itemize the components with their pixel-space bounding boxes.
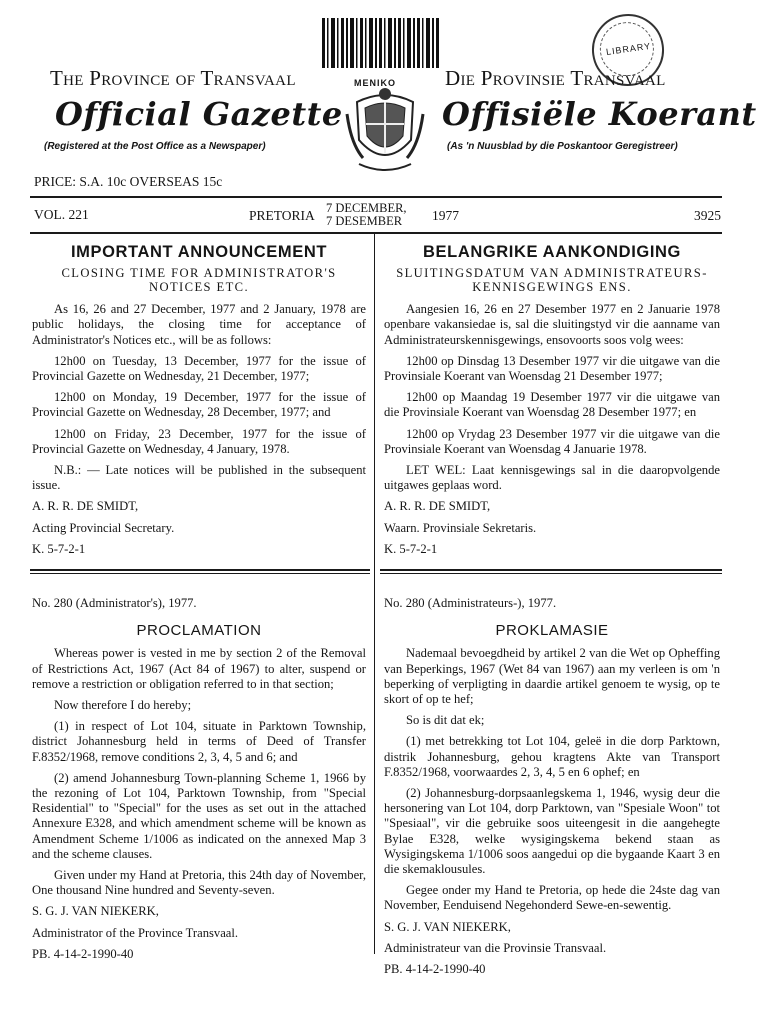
announcement-heading-en: IMPORTANT ANNOUNCEMENT xyxy=(70,243,328,261)
section-rule-right xyxy=(380,569,722,571)
proclamation-number-en: No. 280 (Administrator's), 1977. xyxy=(32,596,197,610)
proclamation-number-af: No. 280 (Administrateurs-), 1977. xyxy=(384,596,557,610)
announcement-signatory-af: A. R. R. DE SMIDT, xyxy=(384,499,491,514)
proclamation-heading-af: PROKLAMASIE xyxy=(495,622,609,640)
gazette-title-af: Offisiële Koerant xyxy=(442,95,757,133)
masthead-rule-top xyxy=(30,196,722,198)
barcode-label: MENIKO xyxy=(354,78,396,88)
proclamation-item1-af: (1) met betrekking tot Lot 104, geleë in die dorp Parktown, distrik Johannesburg, gehou kragtens Akte van Transport F.8352/1968, voorwaardes 2, 3, 4, 5 en 6 ophef; en xyxy=(384,734,720,779)
proclamation-ref-af: PB. 4-14-2-1990-40 xyxy=(384,962,486,977)
proclamation-signatory-title-af: Administrateur van die Provinsie Transvaal. xyxy=(384,940,607,955)
proclamation-signatory-af: S. G. J. VAN NIEKERK, xyxy=(384,919,511,934)
proclamation-en xyxy=(32,596,366,968)
section-rule-left xyxy=(30,569,370,571)
announcement-item2-af: 12h00 op Maandag 19 Desember 1977 vir die uitgawe van die Provinsiale Koerant van Woensdag 28 Desember 1977; en xyxy=(384,390,720,420)
proclamation-given-en: Given under my Hand at Pretoria, this 24th day of November, One thousand Nine hundred and Seventy-seven. xyxy=(32,868,366,898)
section-rule-right-thin xyxy=(380,573,722,574)
volume: VOL. 221 xyxy=(34,207,89,222)
proclamation-whereas-en: Whereas power is vested in me by section 2 of the Removal of Restrictions Act, 1967 (Act 84 of 1967) to alter, suspend or remove a restriction or obligation referred to in that section; xyxy=(32,646,366,691)
announcement-item3-en: 12h00 on Friday, 23 December, 1977 for the issue of Provincial Gazette on Wednesday, 4 January, 1978. xyxy=(32,426,366,456)
price-en: PRICE: S.A. 10c OVERSEAS 15c xyxy=(34,174,223,189)
announcement-ref-af: K. 5-7-2-1 xyxy=(384,541,438,556)
province-title-af: Die Provinsie Transvaal xyxy=(445,66,666,90)
announcement-ref-en: K. 5-7-2-1 xyxy=(32,541,86,556)
announcement-item3-af: 12h00 op Vrydag 23 Desember 1977 vir die uitgawe van die Provinsiale Koerant van Woensdag 4 Januarie 1978. xyxy=(384,426,720,456)
announcement-item1-en: 12h00 on Tuesday, 13 December, 1977 for the issue of Provincial Gazette on Wednesday, 21 December, 1977; xyxy=(32,353,366,384)
proclamation-item1-en: (1) in respect of Lot 104, situate in Parktown Township, district Johannesburg held in terms of Deed of Transfer F.8352/1968, remove conditions 2, 3, 4, 5 and 6; and xyxy=(32,719,366,764)
barcode xyxy=(320,18,444,88)
date-en: 7 DECEMBER, xyxy=(326,201,407,215)
registered-note-en: (Registered at the Post Office as a Newspaper) xyxy=(44,141,266,152)
announcement-subheading-en: CLOSING TIME FOR ADMINISTRATOR'S NOTICES ETC. xyxy=(61,266,337,295)
year: 1977 xyxy=(432,208,459,223)
section-rule-left-thin xyxy=(30,573,370,574)
proclamation-now-en: Now therefore I do hereby; xyxy=(54,698,192,713)
proclamation-now-af: So is dit dat ek; xyxy=(406,713,485,728)
column-divider xyxy=(374,234,375,954)
announcement-signatory-title-af: Waarn. Provinsiale Sekretaris. xyxy=(384,520,537,535)
gazette-title-en: Official Gazette xyxy=(55,95,343,133)
announcement-subheading-af: SLUITINGSDATUM VAN ADMINISTRATEURS-KENNISGEWINGS ENS. xyxy=(396,266,708,295)
issue-number: 3925 xyxy=(694,208,721,223)
province-title-en: The Province of Transvaal xyxy=(50,66,296,90)
announcement-item2-en: 12h00 on Monday, 19 December, 1977 for the issue of Provincial Gazette on Wednesday, 28 December, 1977; and xyxy=(32,390,366,420)
announcement-nb-en: N.B.: — Late notices will be published in the subsequent issue. xyxy=(32,463,366,493)
coat-of-arms-emblem xyxy=(345,84,425,176)
proclamation-af xyxy=(384,596,720,983)
date-af: 7 DESEMBER xyxy=(326,214,403,228)
proclamation-ref-en: PB. 4-14-2-1990-40 xyxy=(32,946,134,961)
proclamation-item2-af: (2) Johannesburg-dorpsaanlegskema 1, 1946, wysig deur die hersonering van Lot 104, dorp Parktown, van "Spesiale Woon" tot "Spesiaal", vir die gebruike soos uiteengesit in die aangehegte Bylae E328, welke wysigingskema bekend staan as Wysigingskema 1/1006 soos aangedui op die bygaande Kaart 3 en die skemaklousules. xyxy=(384,786,720,877)
announcement-intro-af: Aangesien 16, 26 en 27 Desember 1977 en 2 Januarie 1978 openbare vakansiedae is, sal die sluitingstyd vir die aanname van Administrateurskennisgewings, ensovoorts soos volg wees: xyxy=(384,302,720,347)
place: PRETORIA xyxy=(249,208,315,223)
announcement-intro-en: As 16, 26 and 27 December, 1977 and 2 January, 1978 are public holidays, the closing time for acceptance of Administrator's Notices etc., will be as follows: xyxy=(32,302,366,347)
announcement-af xyxy=(384,245,720,563)
announcement-signatory-title-en: Acting Provincial Secretary. xyxy=(32,520,175,535)
announcement-heading-af: BELANGRIKE AANKONDIGING xyxy=(423,243,681,261)
announcement-signatory-en: A. R. R. DE SMIDT, xyxy=(32,499,139,514)
announcement-item1-af: 12h00 op Dinsdag 13 Desember 1977 vir die uitgawe van die Provinsiale Koerant van Woensdag 21 Desember 1977; xyxy=(384,353,720,384)
proclamation-item2-en: (2) amend Johannesburg Town-planning Scheme 1, 1966 by the rezoning of Lot 104, Parktown Township, from "Special Residential" to "Special" for the uses as set out in the attached Annexure E328, and which amendment scheme will be known as Amendment Scheme 1/1006 as indicated on the annexed Map 3 and the scheme clauses. xyxy=(32,770,366,861)
registered-note-af: (As 'n Nuusblad by die Poskantoor Geregistreer) xyxy=(447,141,678,152)
stamp-text: LIBRARY xyxy=(605,40,652,58)
proclamation-signatory-en: S. G. J. VAN NIEKERK, xyxy=(32,904,159,919)
announcement-en xyxy=(32,245,366,563)
proclamation-whereas-af: Nademaal bevoegdheid by artikel 2 van die Wet op Opheffing van Beperkings, 1967 (Wet 84 van 1967) aan my verleen is om 'n beperking of verpligting in daardie artikel genoem te wysig, op te skort of op te hef; xyxy=(384,646,720,707)
proclamation-signatory-title-en: Administrator of the Province Transvaal. xyxy=(32,925,239,940)
proclamation-given-af: Gegee onder my Hand te Pretoria, op hede die 24ste dag van November, Eenduisend Negehonderd Sewe-en-sewentig. xyxy=(384,883,720,913)
proclamation-heading-en: PROCLAMATION xyxy=(136,622,262,640)
announcement-nb-af: LET WEL: Laat kennisgewings sal in die daaropvolgende uitgawes geplaas word. xyxy=(384,463,720,493)
masthead-rule-bottom xyxy=(30,232,722,234)
